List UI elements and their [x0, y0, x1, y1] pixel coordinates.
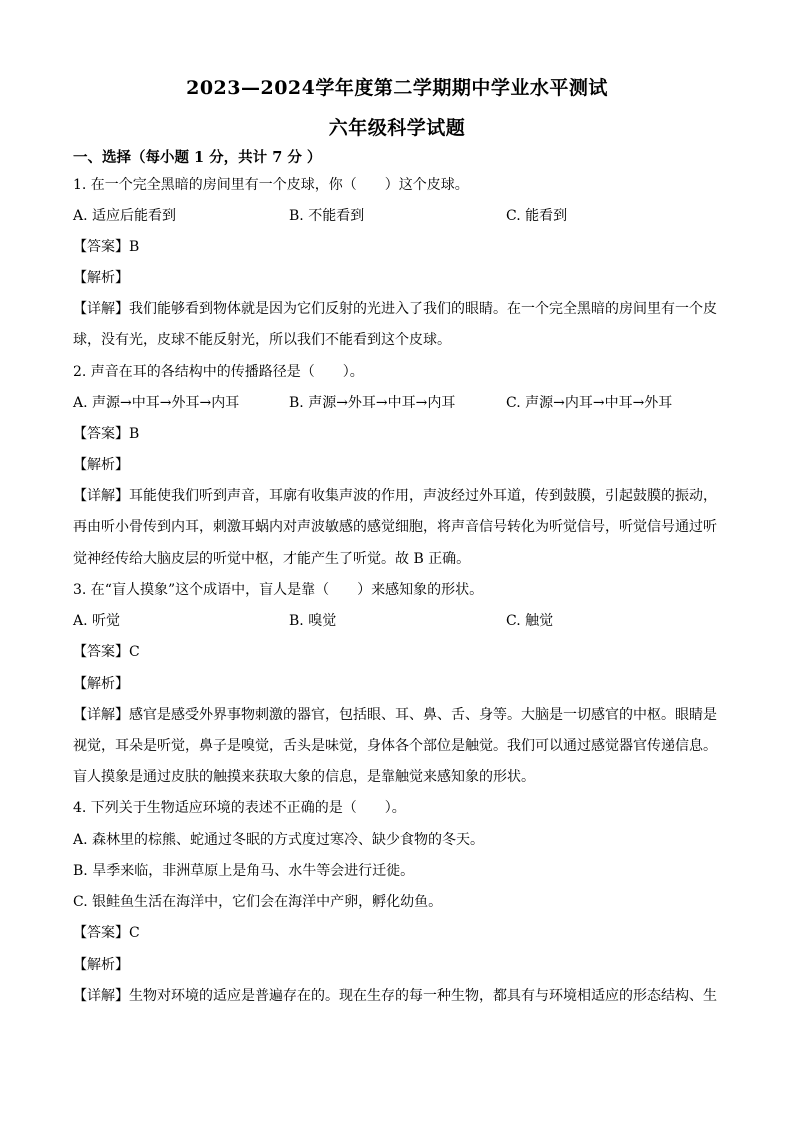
question-stem: 1. 在一个完全黑暗的房间里有一个皮球，你（ ）这个皮球。: [73, 177, 469, 193]
option-c: C. 能看到: [506, 208, 568, 224]
detail-line: 【详解】我们能够看到物体就是因为它们反射的光进入了我们的眼睛。在一个完全黑暗的房间里有一个皮: [73, 301, 717, 317]
detail-line: 视觉，耳朵是听觉，鼻子是嗅觉，舌头是味觉，身体各个部位是触觉。我们可以通过感觉器官传递信息。: [73, 738, 717, 754]
detail-line: 觉神经传给大脑皮层的听觉中枢，才能产生了听觉。故 B 正确。: [73, 551, 471, 567]
option-a: A. 适应后能看到: [73, 208, 177, 224]
detail-line: 盲人摸象是通过皮肤的触摸来获取大象的信息，是靠触觉来感知象的形状。: [73, 769, 535, 785]
analysis-label: 【解析】: [73, 676, 129, 692]
option-a: A. 声源→中耳→外耳→内耳: [73, 395, 240, 411]
analysis-label: 【解析】: [73, 270, 129, 286]
question-stem: 3. 在“盲人摸象”这个成语中，盲人是靠（ ）来感知象的形状。: [73, 582, 484, 598]
option-a: A. 森林里的棕熊、蛇通过冬眠的方式度过寒冷、缺少食物的冬天。: [73, 832, 485, 848]
option-b: B. 旱季来临，非洲草原上是角马、水牛等会进行迁徙。: [73, 863, 415, 879]
document-subtitle: 六年级科学试题: [328, 117, 466, 139]
question-stem: 2. 声音在耳的各结构中的传播路径是（ ）。: [73, 364, 364, 380]
question-stem: 4. 下列关于生物适应环境的表述不正确的是（ ）。: [73, 800, 406, 816]
section-heading: 一、选择（每小题 1 分，共计 7 分 ）: [73, 149, 322, 166]
option-b: B. 不能看到: [289, 208, 365, 224]
analysis-label: 【解析】: [73, 957, 129, 973]
option-c: C. 声源→内耳→中耳→外耳: [506, 395, 673, 411]
detail-line: 【详解】感官是感受外界事物刺激的器官，包括眼、耳、鼻、舌、身等。大脑是一切感官的中枢。眼睛是: [73, 707, 717, 723]
detail-line: 再由听小骨传到内耳，刺激耳蜗内对声波敏感的感觉细胞，将声音信号转化为听觉信号，听觉信号通过听: [73, 519, 717, 535]
option-c: C. 银鲑鱼生活在海洋中，它们会在海洋中产卵，孵化幼鱼。: [73, 894, 443, 910]
answer-label: 【答案】C: [73, 644, 140, 660]
detail-line: 【详解】生物对环境的适应是普遍存在的。现在生存的每一种生物，都具有与环境相适应的形态结构、生: [73, 988, 717, 1004]
option-a: A. 听觉: [73, 613, 121, 629]
option-b: B. 声源→外耳→中耳→内耳: [289, 395, 456, 411]
document-title: 2023—2024学年度第二学期期中学业水平测试: [186, 77, 608, 99]
analysis-label: 【解析】: [73, 457, 129, 473]
detail-line: 【详解】耳能使我们听到声音，耳廓有收集声波的作用，声波经过外耳道，传到鼓膜，引起鼓膜的振动，: [73, 488, 717, 504]
detail-line: 球，没有光，皮球不能反射光，所以我们不能看到这个皮球。: [73, 332, 451, 348]
answer-label: 【答案】B: [73, 426, 140, 442]
answer-label: 【答案】B: [73, 239, 140, 255]
option-b: B. 嗅觉: [289, 613, 337, 629]
answer-label: 【答案】C: [73, 925, 140, 941]
option-c: C. 触觉: [506, 613, 554, 629]
